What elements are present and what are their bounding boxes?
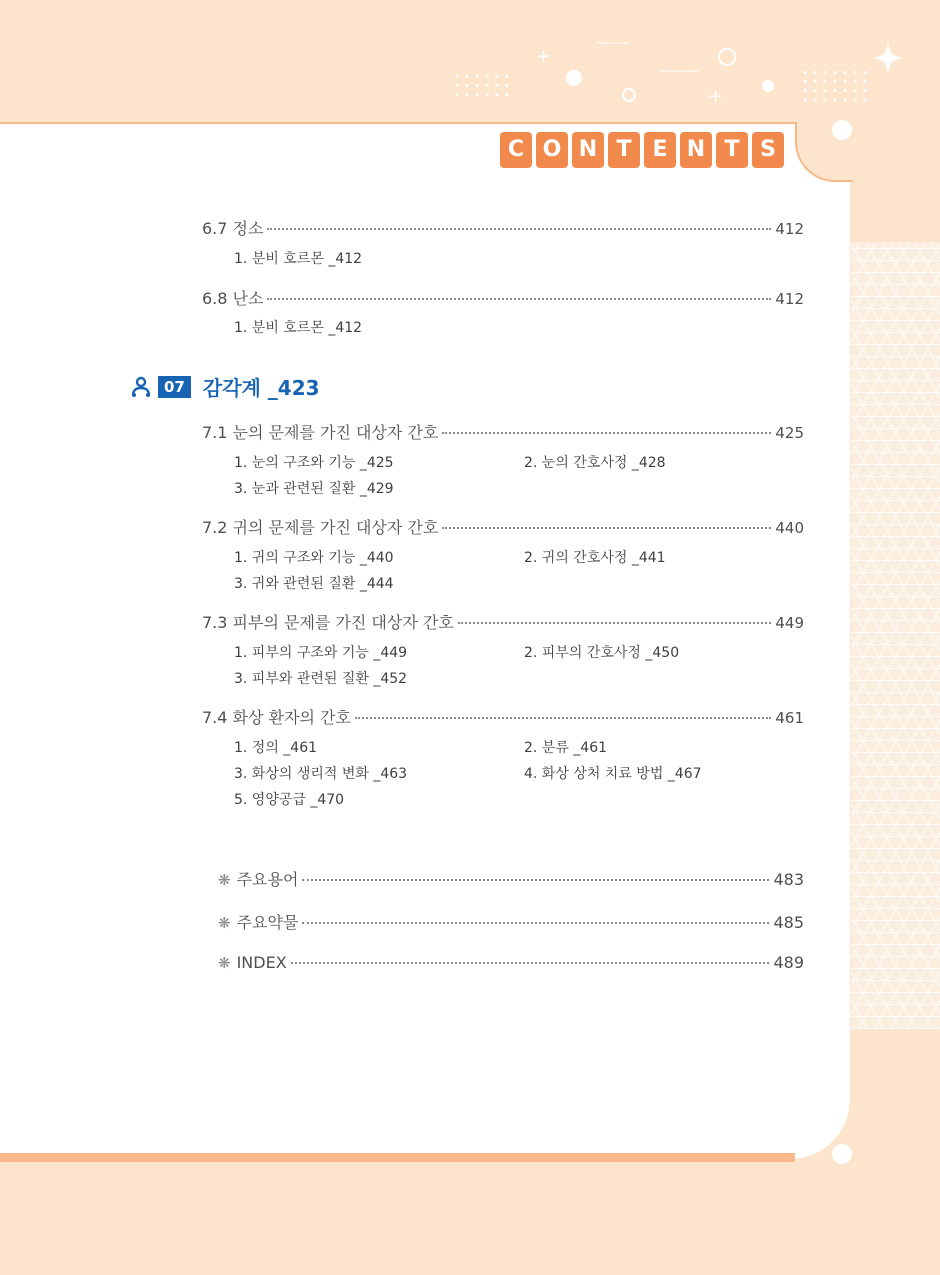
page-number: 412	[775, 220, 804, 238]
toc-item[interactable]: 2. 귀의 간호사정 _441	[524, 550, 666, 566]
circle-decoration	[762, 80, 774, 92]
leader-dots	[267, 228, 771, 230]
asterisk-icon: ❋	[218, 954, 231, 972]
person-icon	[130, 376, 152, 398]
toc-section[interactable]	[202, 216, 804, 239]
toc-item[interactable]: 1. 정의 _461	[234, 740, 318, 756]
asterisk-icon: ❋	[218, 914, 231, 932]
ring-decoration	[718, 48, 736, 66]
toc-section[interactable]	[202, 610, 804, 633]
toc-section[interactable]	[202, 286, 804, 309]
toc-item[interactable]: 4. 화상 상처 치료 방법 _467	[524, 766, 702, 782]
leader-dots	[442, 527, 771, 529]
toc-item[interactable]: 3. 눈과 관련된 질환 _429	[234, 481, 394, 497]
chapter-number: 07	[158, 376, 191, 398]
page-number: 461	[775, 709, 804, 727]
toc-item[interactable]: 5. 영양공급 _470	[234, 792, 345, 808]
section-title: 7.3 피부의 문제를 가진 대상자 간호	[202, 613, 454, 632]
section-title: 7.1 눈의 문제를 가진 대상자 간호	[202, 423, 439, 442]
contents-letter: C	[500, 132, 532, 168]
section-title: 6.8 난소	[202, 289, 264, 308]
toc-item[interactable]: 1. 분비 호르몬 _412	[234, 251, 363, 267]
toc-section[interactable]	[202, 515, 804, 538]
dot-grid-decoration	[452, 72, 514, 102]
circle-decoration	[832, 120, 852, 140]
toc-item[interactable]: 3. 화상의 생리적 변화 _463	[234, 766, 408, 782]
toc-item[interactable]: 1. 눈의 구조와 기능 _425	[234, 455, 394, 471]
circle-decoration	[832, 1144, 852, 1164]
page-number: 483	[773, 870, 804, 889]
leader-dots	[302, 879, 769, 881]
leader-dots	[355, 717, 771, 719]
toc-item[interactable]: 1. 분비 호르몬 _412	[234, 320, 363, 336]
leader-dots	[291, 962, 770, 964]
page-number: 412	[775, 290, 804, 308]
page-number: 449	[775, 614, 804, 632]
toc-section[interactable]	[202, 420, 804, 443]
chapter-title: 감각계 _423	[202, 376, 320, 400]
contents-letter: T	[608, 132, 640, 168]
wave-icon: ~~~~~	[658, 64, 699, 78]
circle-decoration	[566, 70, 582, 86]
toc-item[interactable]: 1. 귀의 구조와 기능 _440	[234, 550, 394, 566]
appendix-title: INDEX	[236, 953, 287, 972]
toc-appendix[interactable]	[218, 953, 804, 972]
appendix-title: 주요약물	[236, 913, 299, 932]
chapter-heading[interactable]	[130, 372, 320, 401]
contents-letter: E	[644, 132, 676, 168]
section-title: 7.4 화상 환자의 간호	[202, 708, 351, 727]
asterisk-icon: ❋	[218, 871, 231, 889]
plus-icon: +	[708, 86, 724, 107]
page-number: 440	[775, 519, 804, 537]
appendix-title: 주요용어	[236, 870, 299, 889]
leader-dots	[302, 922, 769, 924]
section-title: 6.7 정소	[202, 219, 264, 238]
contents-letter: N	[572, 132, 604, 168]
page-number: 425	[775, 424, 804, 442]
toc-item[interactable]: 2. 분류 _461	[524, 740, 608, 756]
ring-decoration	[622, 88, 636, 102]
bottom-bar	[0, 1153, 795, 1162]
toc-item[interactable]: 1. 피부의 구조와 기능 _449	[234, 645, 408, 661]
toc-item[interactable]: 2. 피부의 간호사정 _450	[524, 645, 680, 661]
toc-item[interactable]: 3. 귀와 관련된 질환 _444	[234, 576, 394, 592]
dot-grid-decoration	[800, 68, 870, 104]
plus-icon: +	[536, 46, 552, 67]
leader-dots	[458, 622, 772, 624]
section-title: 7.2 귀의 문제를 가진 대상자 간호	[202, 518, 439, 537]
contents-title	[500, 132, 784, 168]
page-number: 489	[773, 953, 804, 972]
contents-letter: O	[536, 132, 568, 168]
page-number: 485	[773, 913, 804, 932]
wave-icon: ~~~~	[596, 36, 629, 50]
leader-dots	[442, 432, 771, 434]
leader-dots	[267, 298, 771, 300]
toc-appendix[interactable]	[218, 867, 804, 890]
toc-item[interactable]: 3. 피부와 관련된 질환 _452	[234, 671, 408, 687]
toc-section[interactable]	[202, 705, 804, 728]
contents-letter: T	[716, 132, 748, 168]
toc-item[interactable]: 2. 눈의 간호사정 _428	[524, 455, 666, 471]
contents-letter: S	[752, 132, 784, 168]
content-page	[0, 122, 850, 1159]
contents-letter: N	[680, 132, 712, 168]
toc-appendix[interactable]	[218, 910, 804, 933]
side-pattern	[851, 242, 940, 1029]
sparkle-icon	[870, 40, 906, 76]
